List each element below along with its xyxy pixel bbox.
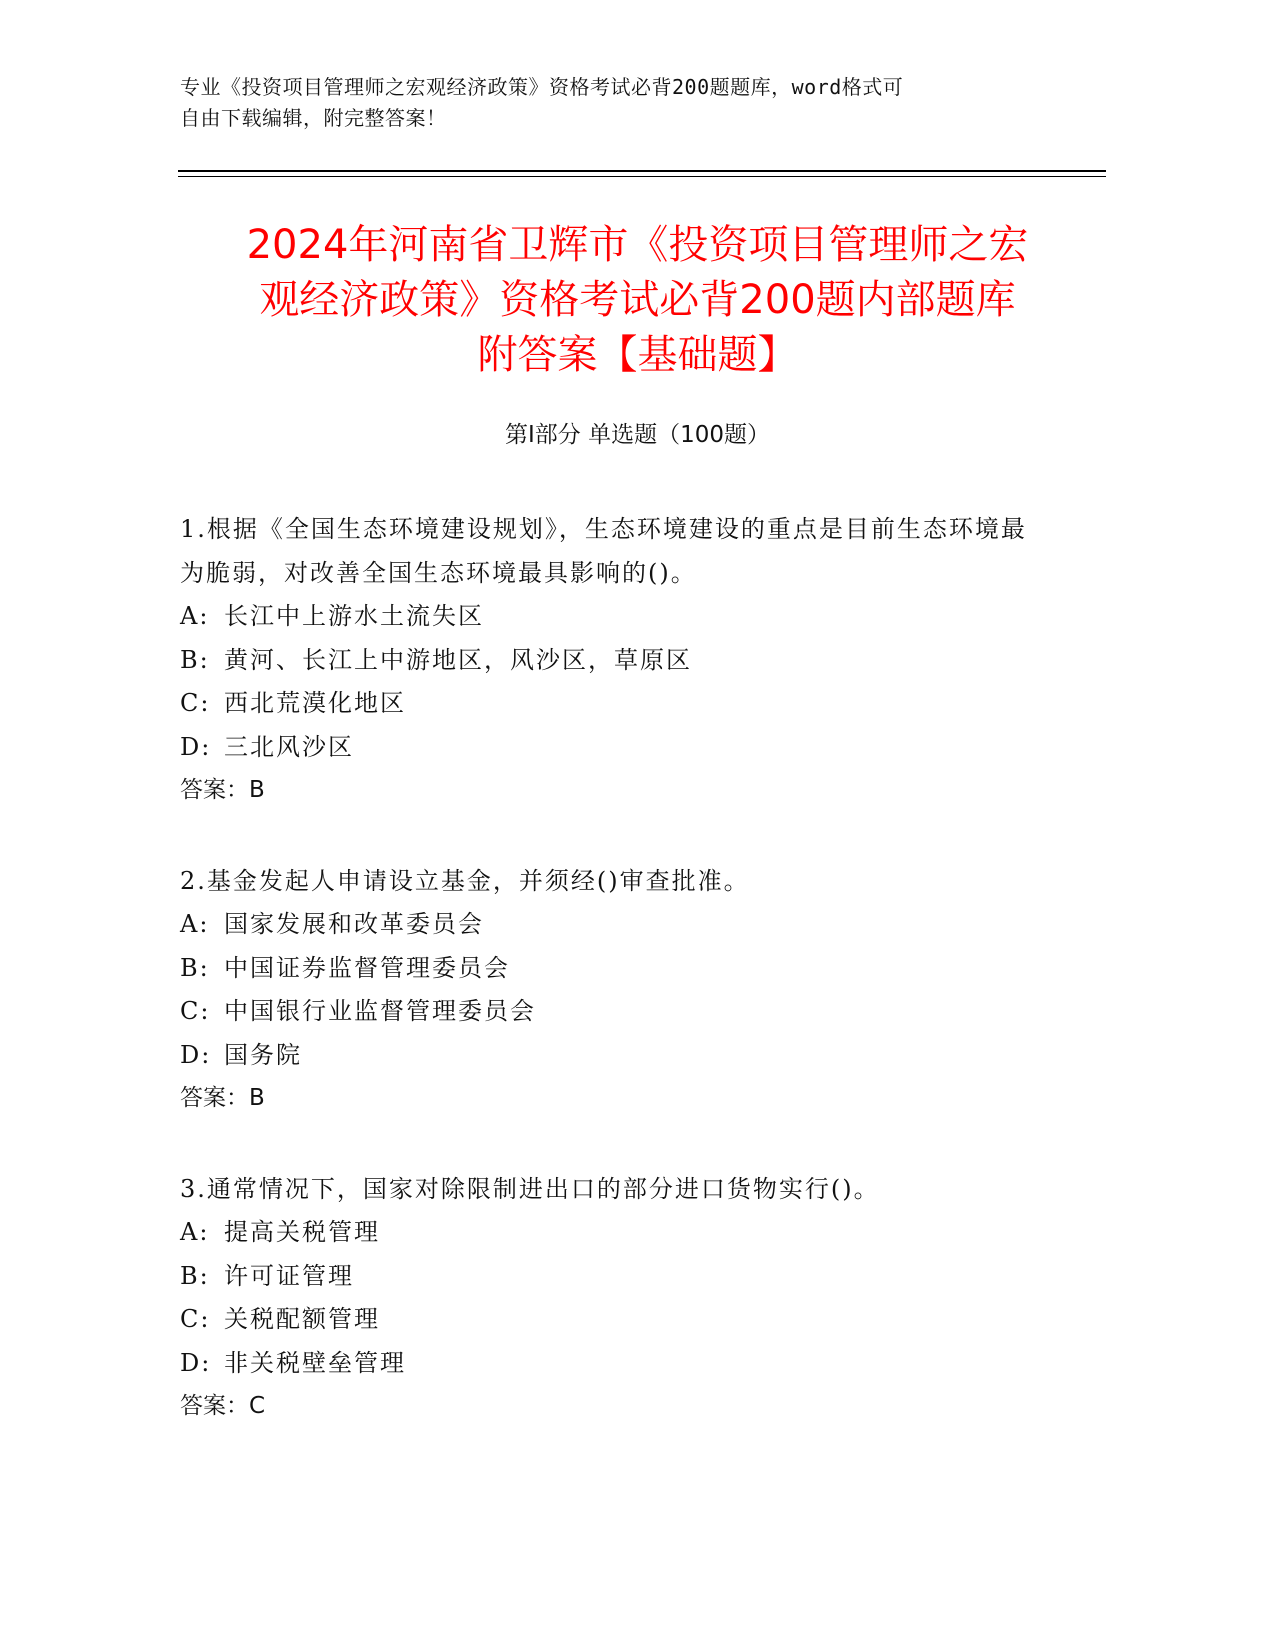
option-letter: C: <box>180 997 211 1025</box>
document-header-note <box>180 72 1060 134</box>
question-stem: 1.根据《全国生态环境建设规划》，生态环境建设的重点是目前生态环境最为脆弱，对改善全国生态环境最具影响的()。 <box>180 515 1027 587</box>
option-c <box>180 990 1040 1034</box>
option-d <box>180 726 1040 770</box>
option-letter: D: <box>180 1348 212 1377</box>
answer-line: 答案：C <box>180 1393 266 1419</box>
header-note-line-1: 专业《投资项目管理师之宏观经济政策》资格考试必背200题题库，word格式可 <box>180 75 904 99</box>
question-stem: 2.基金发起人申请设立基金，并须经()审查批准。 <box>180 866 750 895</box>
question-list <box>180 508 1040 1476</box>
option-letter: A: <box>180 910 210 938</box>
option-letter: D: <box>180 1040 212 1069</box>
option-d <box>180 1034 1040 1078</box>
option-text: 中国银行业监督管理委员会 <box>224 997 536 1025</box>
option-d <box>180 1342 1040 1386</box>
option-b <box>180 947 1040 991</box>
header-divider-thin <box>178 176 1106 177</box>
question-3 <box>180 1168 1040 1429</box>
option-letter: C: <box>180 1305 211 1333</box>
document-title <box>150 218 1125 383</box>
option-a <box>180 595 1040 639</box>
option-letter: B: <box>180 645 210 674</box>
option-b <box>180 1255 1040 1299</box>
option-letter: B: <box>180 953 210 982</box>
option-letter: B: <box>180 1261 210 1290</box>
option-a <box>180 903 1040 947</box>
option-text: 长江中上游水土流失区 <box>224 602 484 630</box>
option-letter: A: <box>180 602 210 630</box>
option-letter: D: <box>180 732 212 761</box>
option-letter: C: <box>180 689 211 717</box>
option-text: 关税配额管理 <box>224 1305 380 1333</box>
answer-line: 答案：B <box>180 1085 265 1111</box>
title-line-1: 2024年河南省卫辉市《投资项目管理师之宏 <box>246 222 1029 268</box>
header-note-line-2: 自由下载编辑，附完整答案！ <box>180 106 447 130</box>
option-text: 中国证券监督管理委员会 <box>224 953 510 982</box>
title-line-2: 观经济政策》资格考试必背200题内部题库 <box>259 277 1016 323</box>
option-a <box>180 1211 1040 1255</box>
question-stem: 3.通常情况下，国家对除限制进出口的部分进口货物实行()。 <box>180 1174 880 1203</box>
question-1 <box>180 508 1040 813</box>
option-text: 国家发展和改革委员会 <box>224 910 484 938</box>
option-b <box>180 639 1040 683</box>
option-text: 国务院 <box>224 1040 302 1069</box>
option-letter: A: <box>180 1218 210 1246</box>
option-text: 西北荒漠化地区 <box>224 689 406 717</box>
header-divider-thick <box>178 170 1106 172</box>
option-text: 提高关税管理 <box>224 1218 380 1246</box>
option-text: 非关税壁垒管理 <box>224 1348 406 1377</box>
option-c <box>180 1298 1040 1342</box>
option-text: 三北风沙区 <box>224 732 354 761</box>
answer-line: 答案：B <box>180 777 265 803</box>
option-text: 许可证管理 <box>224 1261 354 1290</box>
title-line-3: 附答案【基础题】 <box>477 332 798 378</box>
question-2 <box>180 860 1040 1121</box>
section-heading: 第Ⅰ部分 单选题（100题） <box>505 422 770 448</box>
option-text: 黄河、长江上中游地区，风沙区，草原区 <box>224 645 692 674</box>
option-c <box>180 682 1040 726</box>
